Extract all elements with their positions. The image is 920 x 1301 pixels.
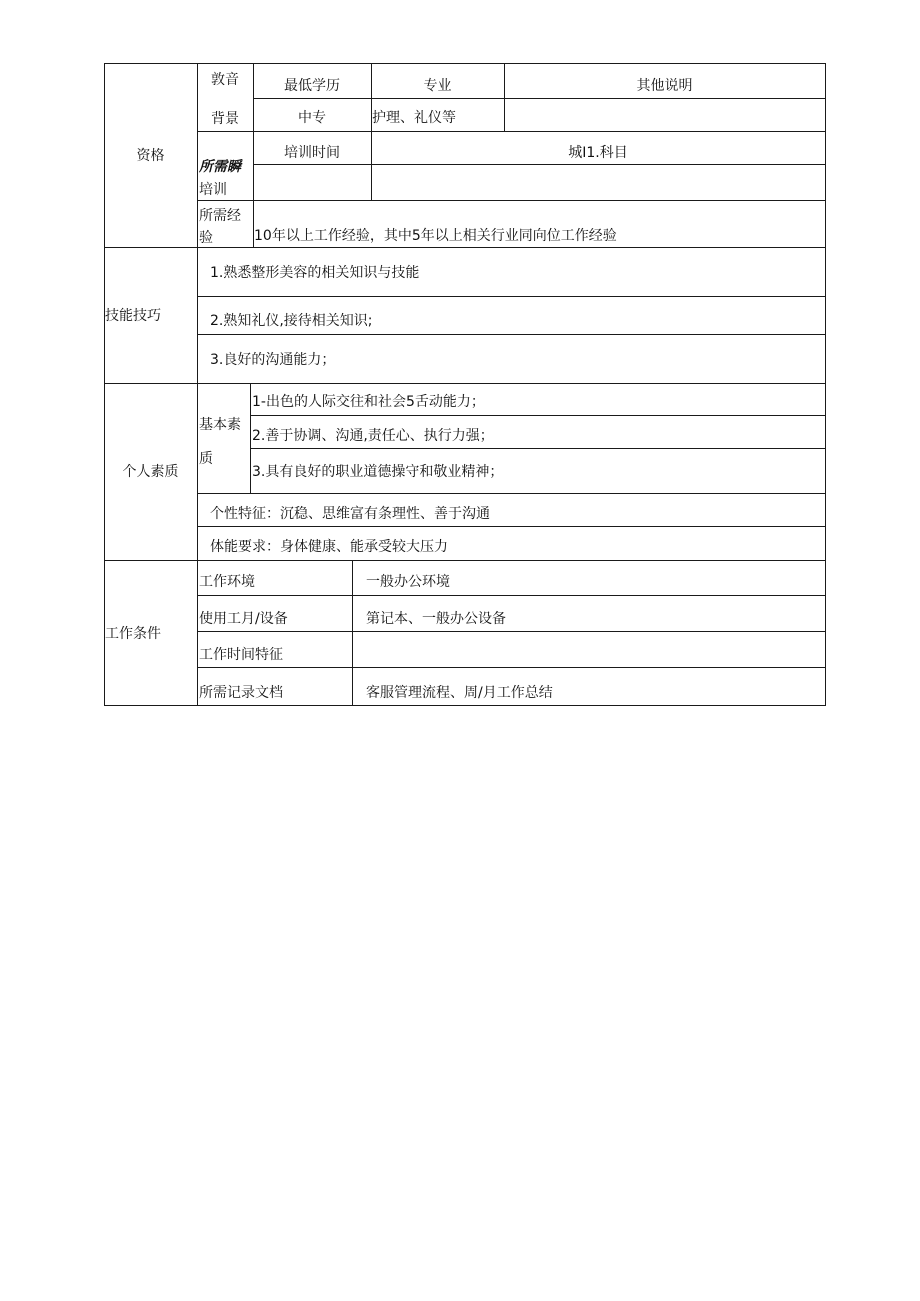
section-divider xyxy=(104,247,826,248)
personality-traits: 个性特征：沉稳、思维富有条理性、善于沟通 xyxy=(210,506,490,522)
skill-item: 3.良好的沟通能力； xyxy=(210,352,336,368)
basic-quality-label-line1: 基本素 xyxy=(199,417,241,433)
row-divider xyxy=(197,296,826,297)
basic-quality-label-line2: 质 xyxy=(199,451,213,467)
work-condition-label: 使用工月/设备 xyxy=(199,611,288,627)
work-condition-value: 一般办公环境 xyxy=(366,574,450,590)
row-divider xyxy=(197,595,826,596)
basic-quality-item: 2.善于协调、沟通,责任心、执行力强； xyxy=(252,428,494,444)
column-divider xyxy=(371,131,372,200)
column-divider xyxy=(352,560,353,706)
row-divider xyxy=(197,493,826,494)
column-divider xyxy=(250,383,251,493)
row-divider xyxy=(197,131,826,132)
skill-item: 1.熟悉整形美容的相关知识与技能 xyxy=(210,265,420,281)
row-divider xyxy=(197,334,826,335)
header-other-notes: 其他说明 xyxy=(636,78,693,94)
work-condition-value: 第记本、一般办公设备 xyxy=(366,611,506,627)
row-divider xyxy=(197,667,826,668)
training-label-line2: 培训 xyxy=(199,182,227,198)
value-min-education: 中专 xyxy=(298,110,326,126)
education-label-line1: 敦音 xyxy=(211,72,239,88)
qualification-label: 资格 xyxy=(136,148,165,164)
skill-item: 2.熟知礼仪,接待相关知识; xyxy=(210,313,373,329)
work-condition-label: 工作环境 xyxy=(199,574,255,590)
personal-label: 个人素质 xyxy=(122,464,179,480)
row-divider xyxy=(253,164,826,165)
header-min-education: 最低学历 xyxy=(284,78,340,94)
education-label-line2: 背景 xyxy=(211,111,239,127)
row-divider xyxy=(253,98,826,99)
training-label-line1: 所需瞬 xyxy=(199,159,241,175)
work-condition-label: 工作时间特征 xyxy=(199,647,283,663)
row-divider xyxy=(197,526,826,527)
work-condition-label: 所需记录文档 xyxy=(199,685,283,701)
header-major: 专业 xyxy=(423,78,452,94)
experience-value: 10年以上工作经验，其中5年以上相关行业同向位工作经验 xyxy=(254,228,617,244)
row-divider xyxy=(250,415,826,416)
experience-label-line2: 验 xyxy=(199,230,213,246)
work-condition-value: 客服管理流程、周/月工作总结 xyxy=(366,685,553,701)
column-divider xyxy=(504,63,505,131)
table-border-bottom xyxy=(104,705,826,706)
work-conditions-label: 工作条件 xyxy=(105,626,161,642)
experience-label-line1: 所需经 xyxy=(199,208,241,224)
header-training-subject: 城I1.科目 xyxy=(568,145,628,161)
section-divider xyxy=(104,383,826,384)
row-divider xyxy=(250,448,826,449)
header-training-time: 培训时间 xyxy=(284,145,340,161)
physical-requirements: 体能要求：身体健康、能承受较大压力 xyxy=(210,539,448,555)
section-divider xyxy=(104,560,826,561)
skills-label: 技能技巧 xyxy=(105,308,161,324)
basic-quality-item: 1-出色的人际交往和社会5舌动能力； xyxy=(252,394,485,410)
value-major: 护理、礼仪等 xyxy=(372,110,456,126)
column-divider xyxy=(197,63,198,706)
row-divider xyxy=(197,200,826,201)
table-border-right xyxy=(825,63,826,706)
row-divider xyxy=(197,631,826,632)
basic-quality-item: 3.具有良好的职业道德操守和敬业精神； xyxy=(252,464,504,480)
table-border-top xyxy=(104,63,826,64)
